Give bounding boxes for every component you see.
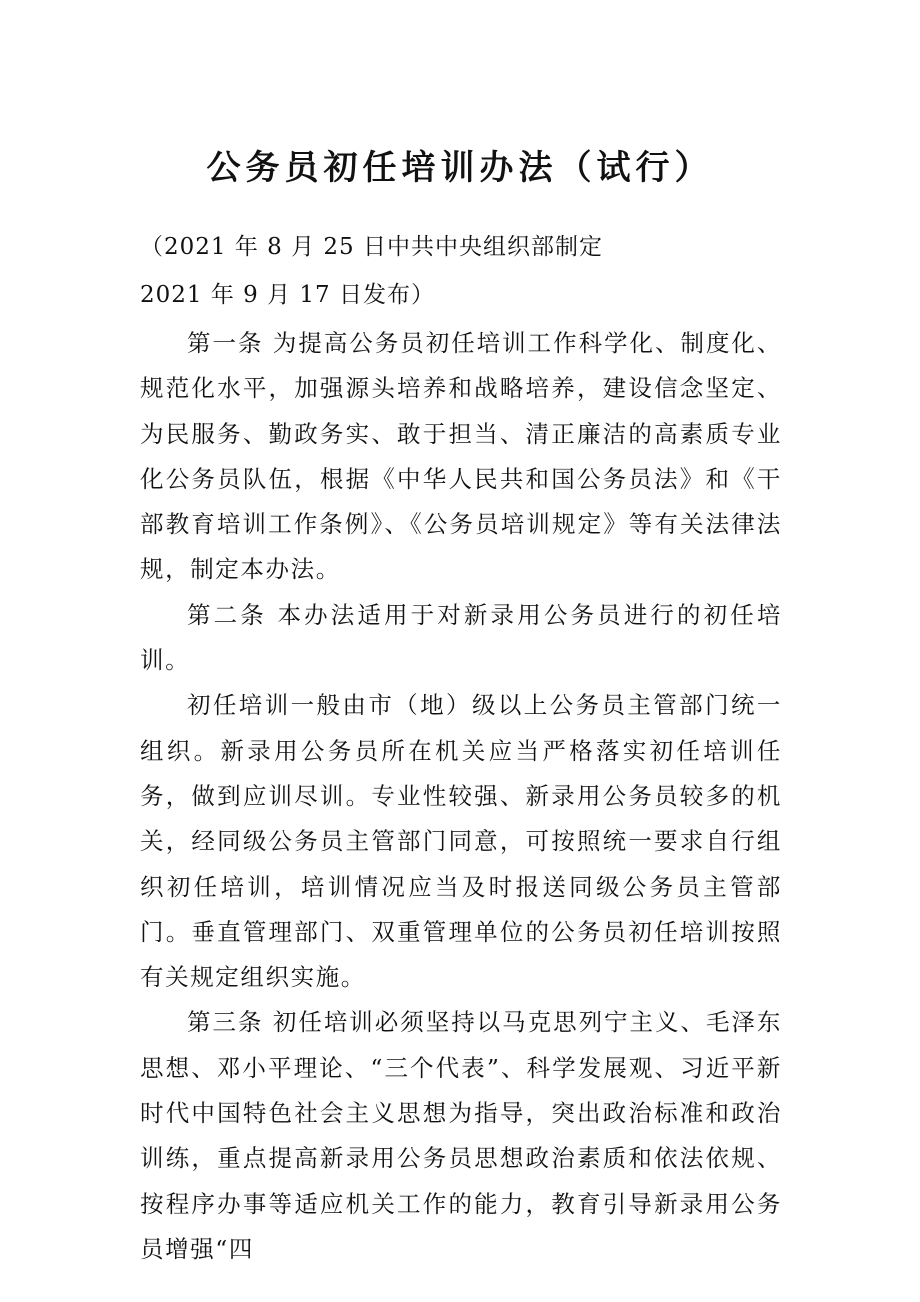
document-title: 公务员初任培训办法（试行） [206,148,714,188]
article-2-detail-paragraph: 初任培训一般由市（地）级以上公务员主管部门统一组织。新录用公务员所在机关应当严格落实初任培训任务，做到应训尽训。专业性较强、新录用公务员较多的机关，经同级公务员主管部门同意，可按照统一要求自行组织初任培训，培训情况应当及时报送同级公务员主管部门。垂直管理部门、双重管理单位的公务员初任培训按照有关规定组织实施。 [140,691,782,992]
document-meta-line-2: 2021 年 9 月 17 日发布） [140,282,435,308]
document-meta-line-1: （2021 年 8 月 25 日中共中央组织部制定 [140,234,603,260]
article-1-paragraph: 第一条 为提高公务员初任培训工作科学化、制度化、规范化水平，加强源头培养和战略培养，建设信念坚定、为民服务、勤政务实、敢于担当、清正廉洁的高素质专业化公务员队伍，根据《中华人民共和国公务员法》和《干部教育培训工作条例》、《公务员培训规定》等有关法律法规，制定本办法。 [140,329,782,584]
article-2-paragraph: 第二条 本办法适用于对新录用公务员进行的初任培训。 [140,600,782,675]
document-body [140,321,782,1272]
article-3-paragraph: 第三条 初任培训必须坚持以马克思列宁主义、毛泽东思想、邓小平理论、“三个代表”、科学发展观、习近平新时代中国特色社会主义思想为指导，突出政治标准和政治训练，重点提高新录用公务员思想政治素质和依法依规、按程序办事等适应机关工作的能力，教育引导新录用公务员增强“四 [140,1008,782,1263]
